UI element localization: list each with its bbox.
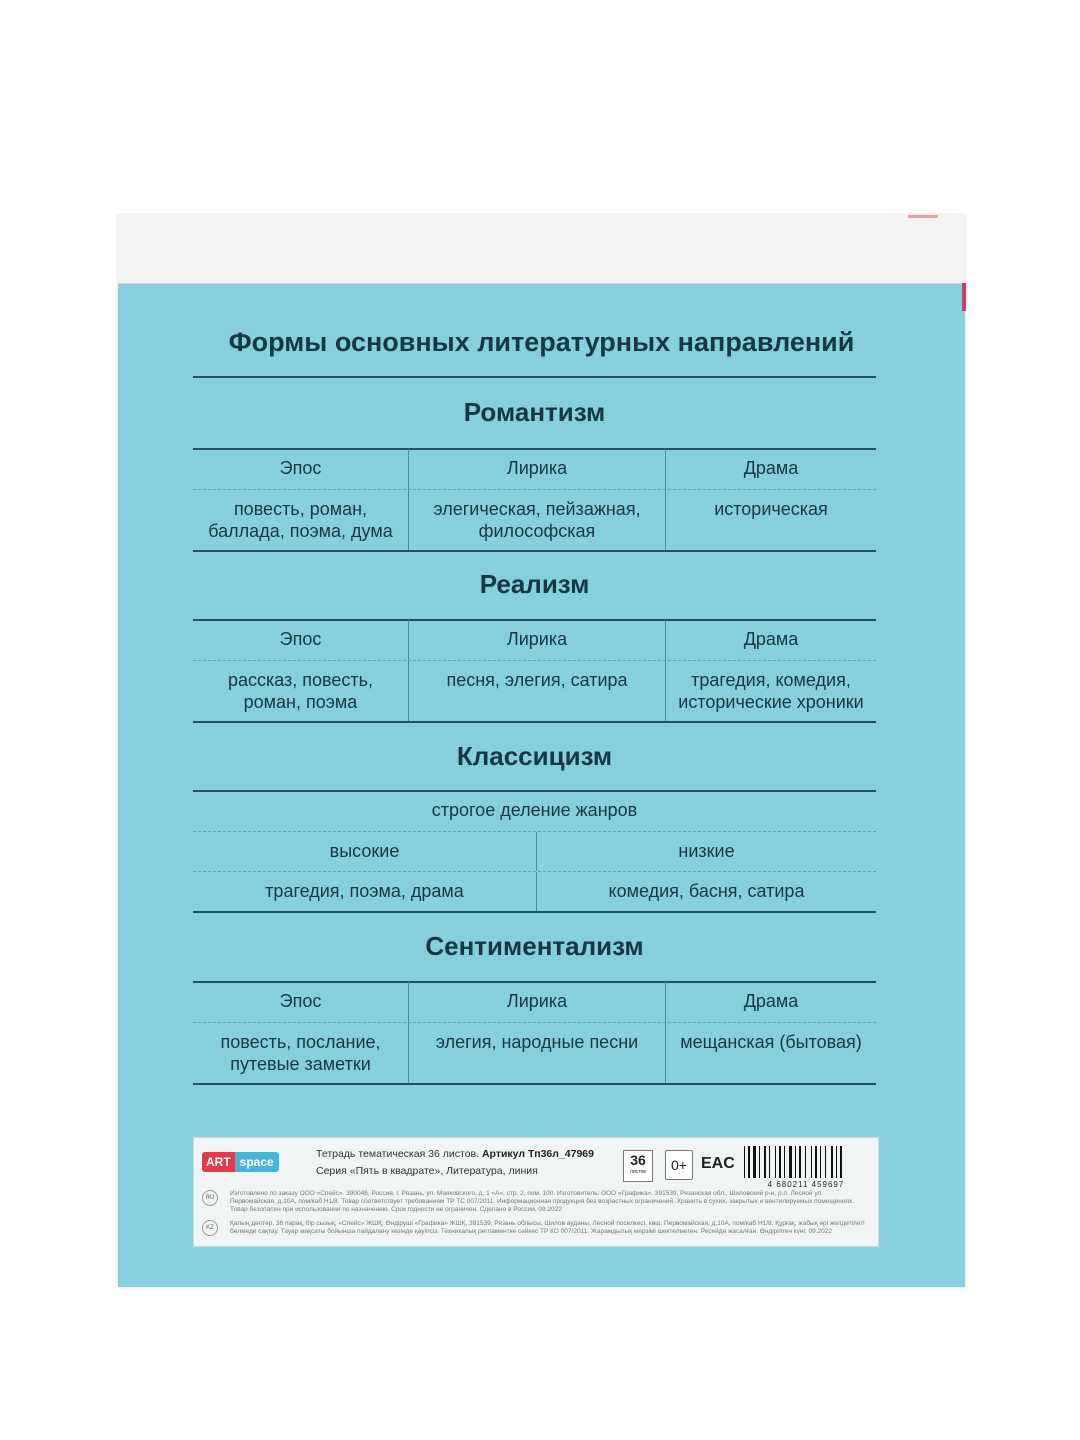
- cell-epos: повесть, послание, путевые заметки: [220, 1032, 381, 1074]
- side-red-accent: [962, 283, 966, 311]
- product-series: Серия «Пять в квадрате», Литература, линия: [316, 1165, 538, 1177]
- header-epos: Эпос: [279, 629, 322, 649]
- cell-lyrics: элегия, народные песни: [408, 1023, 665, 1083]
- kz-info-text: Қалың дәптер, 36 парақ, бір сызық, «Спейс» ЖШҚ, Өндіруші «Графика» ЖШҚ, 391539, Рязань облысы, Шилов ауданы, Лесной поселкесі, көш. Первомайская, д.10А, пом/каб Н1/8. Құрғақ, жабық әрі желдетілеті бөлмеде сақтау. Тауар мақсаты бойынша пайдалану кезінде қауіпсіз. Техникалық регламентке сәйкес ТР КО 007/2011. Жарамдылық мерзімі шектелмеген. Ресейде жасалған. Өндірілген күні: 09.2022: [230, 1220, 865, 1235]
- header-lyrics: Лирика: [408, 620, 665, 660]
- cell-lyrics: песня, элегия, сатира: [408, 661, 665, 721]
- sheets-count-badge: 36 листов: [623, 1150, 653, 1182]
- cell-drama: трагедия, комедия, исторические хроники: [665, 661, 876, 721]
- cell-lyrics: элегическая, пейзажная, философская: [408, 490, 665, 550]
- header-epos: Эпос: [279, 991, 322, 1011]
- notebook-back-cover: [118, 215, 965, 1287]
- kz-info-row: [202, 1220, 870, 1236]
- cell-drama: мещанская (бытовая): [665, 1023, 876, 1083]
- divider: [193, 721, 876, 723]
- header-drama: Драма: [665, 620, 876, 660]
- cell-low: низкие: [536, 832, 876, 871]
- table-row: [193, 1023, 876, 1083]
- divider: [193, 550, 876, 552]
- cell-high: высокие: [329, 841, 400, 861]
- table-header-row: [193, 449, 876, 489]
- header-drama: Драма: [665, 982, 876, 1022]
- cell-low-genres: комедия, басня, сатира: [536, 872, 876, 911]
- header-lyrics: Лирика: [408, 982, 665, 1022]
- header-lyrics: Лирика: [408, 449, 665, 489]
- logo-space-text: space: [235, 1152, 279, 1172]
- table-header-row: [193, 620, 876, 660]
- artspace-logo: [202, 1152, 279, 1172]
- age-rating-badge: 0+: [665, 1150, 693, 1180]
- page-title: Формы основных литературных направлений: [228, 327, 855, 357]
- cell-epos: рассказ, повесть, роман, поэма: [227, 670, 374, 712]
- barcode-number: 4 680211 459697: [767, 1180, 845, 1189]
- header-epos: Эпос: [279, 458, 322, 478]
- section-title-romantism: Романтизм: [463, 397, 606, 427]
- divider: [193, 1083, 876, 1085]
- section-title-classicism: Классицизм: [456, 741, 613, 771]
- table-row: [193, 661, 876, 721]
- product-label: [193, 1137, 879, 1247]
- table-row: [193, 872, 876, 911]
- table-row: [193, 791, 876, 831]
- eac-mark-icon: EAC: [701, 1155, 735, 1172]
- divider: [193, 376, 876, 378]
- cell-drama: историческая: [665, 490, 876, 550]
- product-description: Тетрадь тематическая 36 листов. Артикул Тп36л_47969: [316, 1148, 594, 1160]
- table-row: [193, 490, 876, 550]
- cell-high-genres: трагедия, поэма, драма: [265, 881, 464, 901]
- top-red-mark: [908, 215, 938, 218]
- cell-epos: повесть, роман, баллада, поэма, дума: [208, 499, 393, 541]
- top-white-strip: [118, 215, 965, 284]
- article-number: Артикул Тп36л_47969: [481, 1148, 594, 1160]
- section-title-realism: Реализм: [479, 569, 590, 599]
- logo-art-text: ART: [202, 1152, 235, 1172]
- ru-info-row: [202, 1190, 870, 1214]
- ru-code-icon: RU: [202, 1190, 218, 1206]
- table-row: [193, 832, 876, 871]
- barcode-icon: [742, 1146, 870, 1182]
- section-title-sentimentalism: Сентиментализм: [425, 931, 644, 961]
- header-drama: Драма: [665, 449, 876, 489]
- kz-code-icon: KZ: [202, 1220, 218, 1236]
- divider: [193, 911, 876, 913]
- table-header-row: [193, 982, 876, 1022]
- ru-info-text: Изготовлено по заказу ООО «Спейс». 390046, Россия, г. Рязань, ул. Маяковского, д. 1 «А», стр. 2, пом. 100. Изготовитель: ООО «Графика». 391539, Рязанская обл., Шиловский р-н, р.п. Лесной ул. Первомайская, д.10А, пом/каб Н1/8. Товар соответствует требованиям ТР ТС 007/2011. Информационная продукция без возрастных ограничений. Хранить в сухих, закрытых и вентилируемых помещениях. Товар безопасен при использовании по назначению. Срок годности не ограничен. Сделано в России. 09.2022: [230, 1190, 855, 1213]
- cell-strict-division: строгое деление жанров: [431, 800, 638, 820]
